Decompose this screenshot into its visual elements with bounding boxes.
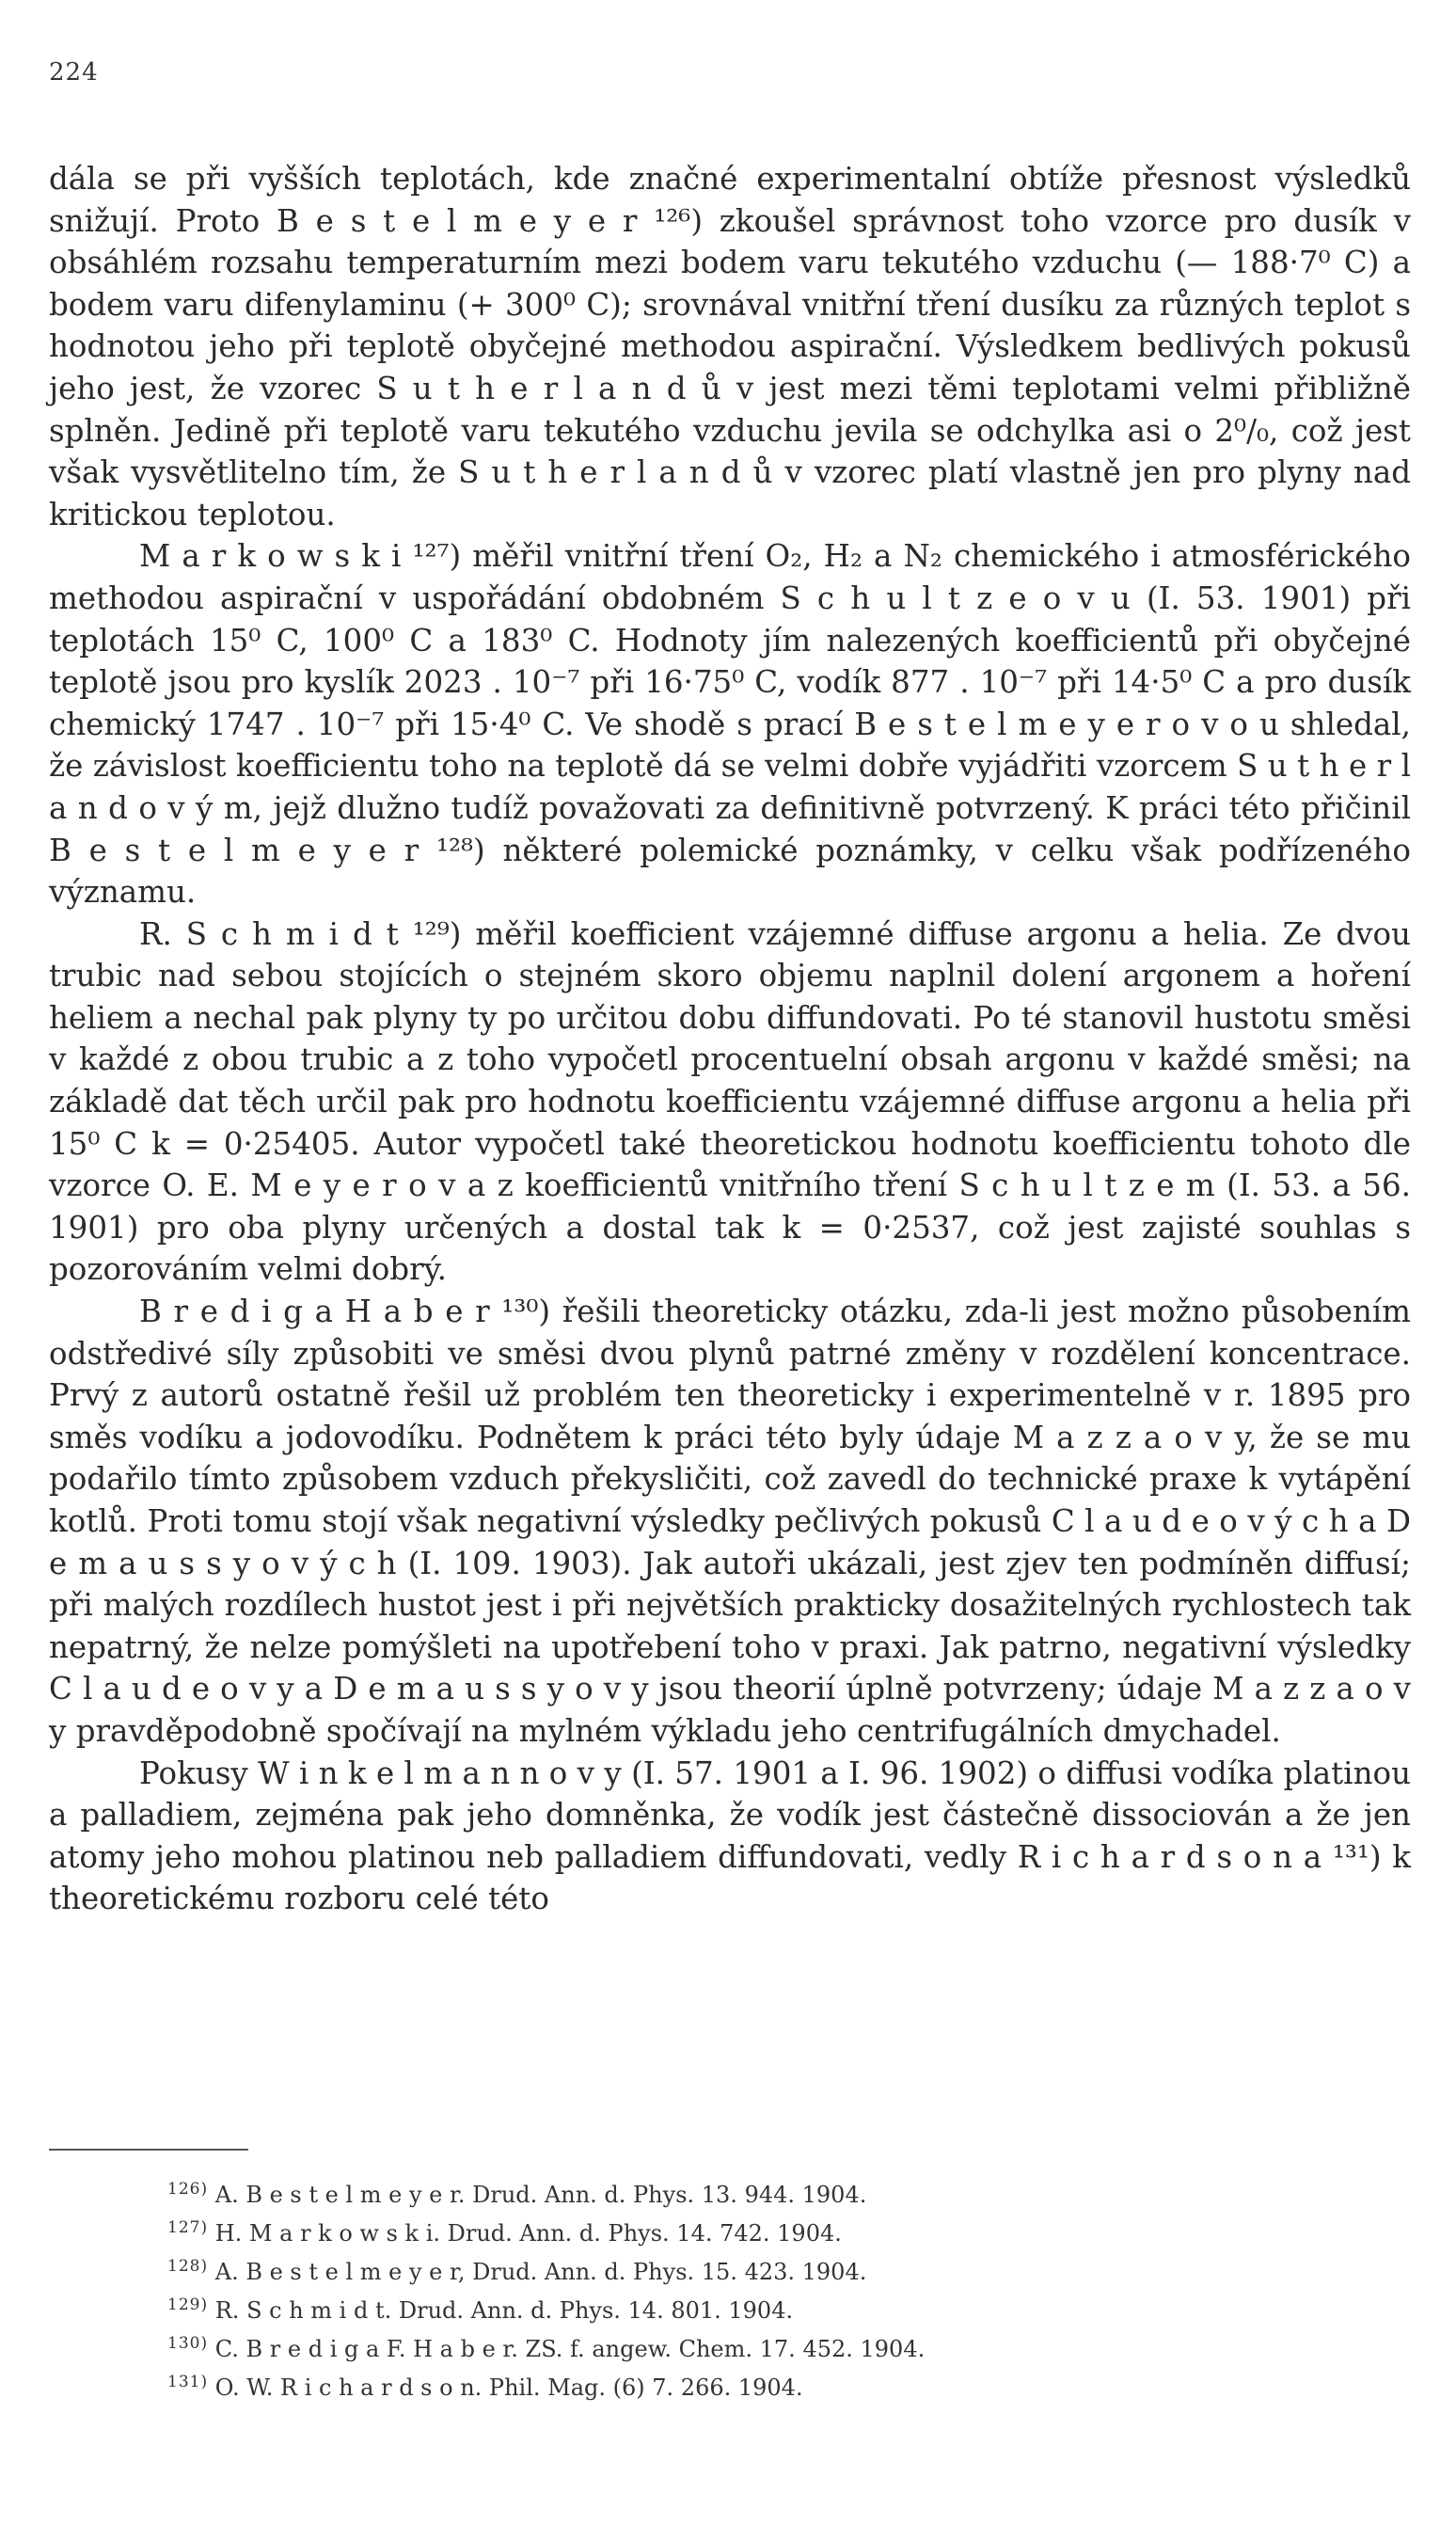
- footnote-text: R. S c h m i d t. Drud. Ann. d. Phys. 14. 801. 1904.: [214, 2297, 794, 2324]
- body-text: [49, 158, 1411, 1920]
- footnote-text: C. B r e d i g a F. H a b e r. ZS. f. angew. Chem. 17. 452. 1904.: [214, 2336, 926, 2362]
- footnote-item: [167, 2250, 1353, 2289]
- paragraph-schmidt: R. S c h m i d t ¹²⁹) měřil koefficient vzájemné diffuse argonu a helia. Ze dvou trubic nad sebou stojících o stejném skoro objemu naplnil dolení argonem a hoření heliem a nechal pak plyny ty po určitou dobu diffundovati. Po té stanovil hustotu směsi v každé z obou trubic a z toho vypočetl procentuelní obsah argonu v každé směsi; na základě dat těch určil pak pro hodnotu koefficientu vzájemné diffuse argonu a helia při 15⁰ C k = 0·25405. Autor vypočetl také theoretickou hodnotu koefficientu tohoto dle vzorce O. E. M e y e r o v a z koefficientů vnitřního tření S c h u l t z e m (I. 53. a 56. 1901) pro oba plyny určených a dostal tak k = 0·2537, což jest zajisté souhlas s pozorováním velmi dobrý.: [49, 915, 1411, 1288]
- footnote-item: [167, 2289, 1353, 2327]
- footnote-mark: 131): [167, 2373, 209, 2391]
- paragraph-markowski: M a r k o w s k i ¹²⁷) měřil vnitřní tření O₂, H₂ a N₂ chemického i atmosférického methodou aspirační v uspořádání obdobném S c h u l t z e o v u (I. 53. 1901) při teplotách 15⁰ C, 100⁰ C a 183⁰ C. Hodnoty jím nalezených koefficientů při obyčejné teplotě jsou pro kyslík 2023 . 10⁻⁷ při 16·75⁰ C, vodík 877 . 10⁻⁷ při 14·5⁰ C a pro dusík chemický 1747 . 10⁻⁷ při 15·4⁰ C. Ve shodě s prací B e s t e l m e y e r o v o u shledal, že závislost koefficientu toho na teplotě dá se velmi dobře vyjádřiti vzorcem S u t h e r l a n d o v ý m, jejž dlužno tudíž považovati za definitivně potvrzený. K práci této přičinil B e s t e l m e y e r ¹²⁸) některé polemické poznámky, v celku však podřízeného významu.: [49, 538, 1411, 911]
- footnote-item: [167, 2366, 1353, 2405]
- paragraph-bestelmeyer: dála se při vyšších teplotách, kde značné experimentalní obtíže přesnost výsledků snižují. Proto B e s t e l m e y e r ¹²⁶) zkoušel správnost toho vzorce pro dusík v obsáhlém rozsahu temperaturním mezi bodem varu tekutého vzduchu (— 188·7⁰ C) a bodem varu difenylaminu (+ 300⁰ C); srovnával vnitřní tření dusíku za různých teplot s hodnotou jeho při teplotě obyčejné methodou aspirační. Výsledkem bedlivých pokusů jeho jest, že vzorec S u t h e r l a n d ů v jest mezi těmi teplotami velmi přibližně splněn. Jedině při teplotě varu tekutého vzduchu jevila se odchylka asi o 2⁰/₀, což jest však vysvětlitelno tím, že S u t h e r l a n d ů v vzorec platí vlastně jen pro plyny nad kritickou teplotou.: [49, 161, 1411, 532]
- page-number: 224: [49, 58, 99, 87]
- footnote-divider: [49, 2149, 248, 2151]
- footnote-mark: 128): [167, 2257, 209, 2276]
- footnote-item: [167, 2173, 1353, 2212]
- footnote-item: [167, 2327, 1353, 2366]
- footnote-text: H. M a r k o w s k i. Drud. Ann. d. Phys. 14. 742. 1904.: [214, 2220, 842, 2247]
- footnotes: [167, 2173, 1353, 2405]
- footnote-text: O. W. R i c h a r d s o n. Phil. Mag. (6) 7. 266. 1904.: [214, 2374, 803, 2401]
- footnote-mark: 130): [167, 2334, 209, 2353]
- footnote-mark: 127): [167, 2218, 209, 2237]
- footnote-item: [167, 2212, 1353, 2250]
- footnote-text: A. B e s t e l m e y e r, Drud. Ann. d. Phys. 15. 423. 1904.: [214, 2259, 867, 2285]
- paragraph-winkelmann: Pokusy W i n k e l m a n n o v y (I. 57. 1901 a I. 96. 1902) o diffusi vodíka platinou a palladiem, zejména pak jeho domněnka, že vodík jest částečně dissociován a že jen atomy jeho mohou platinou neb palladiem diffundovati, vedly R i c h a r d s o n a ¹³¹) k theoretickému rozboru celé této: [49, 1755, 1411, 1917]
- footnote-mark: 126): [167, 2180, 209, 2199]
- footnote-mark: 129): [167, 2295, 209, 2314]
- paragraph-bredig-haber: B r e d i g a H a b e r ¹³⁰) řešili theoreticky otázku, zda-li jest možno působením odstředivé síly způsobiti ve směsi dvou plynů patrné změny v rozdělení koncentrace. Prvý z autorů ostatně řešil už problém ten theoreticky i experimentelně v r. 1895 pro směs vodíku a jodovodíku. Podnětem k práci této byly údaje M a z z a o v y, že se mu podařilo tímto způsobem vzduch překysličiti, což zavedl do technické praxe k vytápění kotlů. Proti tomu stojí však negativní výsledky pečlivých pokusů C l a u d e o v ý c h a D e m a u s s y o v ý c h (I. 109. 1903). Jak autoři ukázali, jest zjev ten podmíněn diffusí; při malých rozdílech hustot jest i při největších prakticky dosažitelných rychlostech tak nepatrný, že nelze pomýšleti na upotřebení toho v praxi. Jak patrno, negativní výsledky C l a u d e o v y a D e m a u s s y o v y jsou theorií úplně potvrzeny; údaje M a z z a o v y pravděpodobně spočívají na mylném výkladu jeho centrifugálních dmychadel.: [49, 1294, 1411, 1749]
- footnote-text: A. B e s t e l m e y e r. Drud. Ann. d. Phys. 13. 944. 1904.: [214, 2182, 867, 2208]
